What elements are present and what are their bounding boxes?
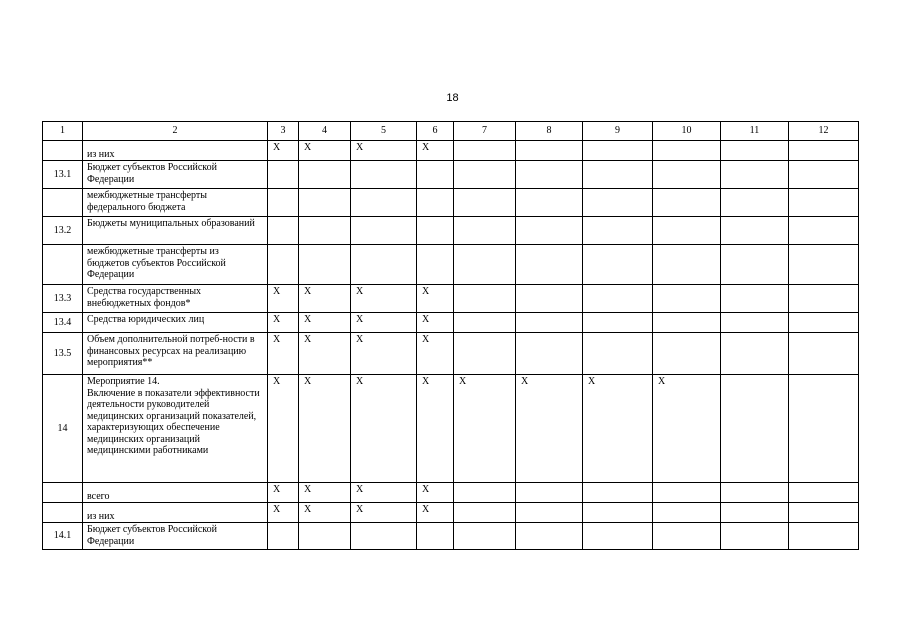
- mark-cell: [721, 217, 789, 245]
- table-row: [43, 141, 859, 161]
- mark-cell: [583, 189, 653, 217]
- mark-cell: [516, 503, 583, 523]
- mark-cell: [653, 483, 721, 503]
- mark-cell: [721, 161, 789, 189]
- row-description: Средства государственных внебюджетных фондов*: [83, 285, 268, 313]
- mark-cell: [417, 217, 454, 245]
- table-row: [43, 313, 859, 333]
- header-cell: 1: [43, 122, 83, 141]
- table-row: [43, 483, 859, 503]
- row-number: 13.1: [43, 161, 83, 189]
- mark-cell: [583, 483, 653, 503]
- page-number: 18: [446, 92, 459, 104]
- row-number: 13.3: [43, 285, 83, 313]
- row-number: [43, 189, 83, 217]
- mark-cell: [583, 245, 653, 285]
- row-number: 14.1: [43, 523, 83, 550]
- mark-cell: X: [417, 333, 454, 375]
- row-number: 13.4: [43, 313, 83, 333]
- mark-cell: [417, 245, 454, 285]
- row-number: 14: [43, 375, 83, 483]
- mark-cell: X: [417, 375, 454, 483]
- mark-cell: [516, 523, 583, 550]
- mark-cell: [583, 217, 653, 245]
- row-number: [43, 503, 83, 523]
- mark-cell: X: [299, 333, 351, 375]
- mark-cell: [299, 245, 351, 285]
- row-number: 13.5: [43, 333, 83, 375]
- mark-cell: [454, 313, 516, 333]
- row-description: межбюджетные трансферты из бюджетов субъектов Российской Федерации: [83, 245, 268, 285]
- mark-cell: [583, 313, 653, 333]
- mark-cell: X: [268, 333, 299, 375]
- mark-cell: [299, 189, 351, 217]
- mark-cell: [789, 375, 859, 483]
- mark-cell: [299, 161, 351, 189]
- mark-cell: [653, 285, 721, 313]
- header-cell: 7: [454, 122, 516, 141]
- header-cell: 8: [516, 122, 583, 141]
- row-description: межбюджетные трансферты федерального бюджета: [83, 189, 268, 217]
- mark-cell: [583, 161, 653, 189]
- mark-cell: X: [268, 141, 299, 161]
- mark-cell: [583, 141, 653, 161]
- mark-cell: [454, 285, 516, 313]
- mark-cell: X: [299, 503, 351, 523]
- mark-cell: [789, 141, 859, 161]
- row-number: [43, 245, 83, 285]
- mark-cell: X: [417, 483, 454, 503]
- mark-cell: [789, 333, 859, 375]
- mark-cell: [299, 523, 351, 550]
- mark-cell: [789, 483, 859, 503]
- mark-cell: X: [351, 141, 417, 161]
- mark-cell: [653, 245, 721, 285]
- mark-cell: X: [268, 483, 299, 503]
- mark-cell: [351, 161, 417, 189]
- mark-cell: [653, 503, 721, 523]
- mark-cell: [454, 333, 516, 375]
- header-cell: 12: [789, 122, 859, 141]
- mark-cell: [721, 245, 789, 285]
- mark-cell: [268, 523, 299, 550]
- table-row: [43, 285, 859, 313]
- mark-cell: [268, 245, 299, 285]
- mark-cell: [268, 189, 299, 217]
- mark-cell: [516, 161, 583, 189]
- row-description: всего: [83, 483, 268, 503]
- mark-cell: [789, 161, 859, 189]
- row-number: 13.2: [43, 217, 83, 245]
- mark-cell: X: [653, 375, 721, 483]
- header-cell: 6: [417, 122, 454, 141]
- row-number: [43, 141, 83, 161]
- mark-cell: X: [583, 375, 653, 483]
- mark-cell: X: [351, 285, 417, 313]
- mark-cell: [516, 285, 583, 313]
- row-description: Объем дополнительной потреб-ности в финансовых ресурсах на реализацию мероприятия**: [83, 333, 268, 375]
- mark-cell: [653, 217, 721, 245]
- mark-cell: X: [351, 333, 417, 375]
- mark-cell: [721, 313, 789, 333]
- mark-cell: X: [454, 375, 516, 483]
- mark-cell: [454, 217, 516, 245]
- mark-cell: X: [417, 313, 454, 333]
- header-cell: 5: [351, 122, 417, 141]
- header-cell: 3: [268, 122, 299, 141]
- budget-table: [42, 121, 859, 550]
- mark-cell: [653, 161, 721, 189]
- mark-cell: [454, 189, 516, 217]
- table-row: [43, 375, 859, 483]
- mark-cell: X: [299, 313, 351, 333]
- mark-cell: [789, 285, 859, 313]
- mark-cell: X: [299, 375, 351, 483]
- mark-cell: [417, 523, 454, 550]
- mark-cell: [721, 333, 789, 375]
- mark-cell: [653, 313, 721, 333]
- mark-cell: [454, 483, 516, 503]
- mark-cell: [351, 245, 417, 285]
- table-row: [43, 245, 859, 285]
- mark-cell: [789, 523, 859, 550]
- mark-cell: [516, 245, 583, 285]
- mark-cell: X: [351, 313, 417, 333]
- row-description: из них: [83, 503, 268, 523]
- mark-cell: [516, 141, 583, 161]
- row-description: Средства юридических лиц: [83, 313, 268, 333]
- mark-cell: [789, 503, 859, 523]
- mark-cell: [583, 333, 653, 375]
- mark-cell: [516, 333, 583, 375]
- mark-cell: X: [299, 483, 351, 503]
- header-cell: 4: [299, 122, 351, 141]
- mark-cell: [789, 189, 859, 217]
- mark-cell: X: [417, 141, 454, 161]
- mark-cell: [721, 503, 789, 523]
- mark-cell: [721, 523, 789, 550]
- mark-cell: [789, 217, 859, 245]
- mark-cell: [516, 483, 583, 503]
- mark-cell: [721, 189, 789, 217]
- mark-cell: X: [299, 141, 351, 161]
- table-row: [43, 217, 859, 245]
- row-description: Бюджет субъектов Российской Федерации: [83, 161, 268, 189]
- row-description: Бюджет субъектов Российской Федерации: [83, 523, 268, 550]
- row-description: Бюджеты муниципальных образований: [83, 217, 268, 245]
- header-cell: 9: [583, 122, 653, 141]
- mark-cell: X: [516, 375, 583, 483]
- row-description: из них: [83, 141, 268, 161]
- mark-cell: X: [268, 503, 299, 523]
- table-row: [43, 161, 859, 189]
- mark-cell: [454, 503, 516, 523]
- mark-cell: [351, 217, 417, 245]
- mark-cell: [351, 189, 417, 217]
- mark-cell: [454, 161, 516, 189]
- mark-cell: [516, 217, 583, 245]
- mark-cell: [583, 503, 653, 523]
- mark-cell: [653, 523, 721, 550]
- table-row: [43, 333, 859, 375]
- mark-cell: [454, 523, 516, 550]
- mark-cell: [789, 245, 859, 285]
- row-description: Мероприятие 14. Включение в показатели эффективности деятельности руководителей медицинских организаций показателей, характеризующих обеспечение медицинских организаций медицинскими работниками: [83, 375, 268, 483]
- mark-cell: [268, 161, 299, 189]
- mark-cell: [789, 313, 859, 333]
- header-row: [43, 122, 859, 141]
- mark-cell: X: [268, 375, 299, 483]
- mark-cell: X: [299, 285, 351, 313]
- mark-cell: [583, 285, 653, 313]
- mark-cell: [721, 483, 789, 503]
- mark-cell: [721, 141, 789, 161]
- row-number: [43, 483, 83, 503]
- mark-cell: [516, 189, 583, 217]
- mark-cell: [351, 523, 417, 550]
- mark-cell: X: [268, 285, 299, 313]
- mark-cell: [454, 141, 516, 161]
- mark-cell: [653, 333, 721, 375]
- mark-cell: [454, 245, 516, 285]
- mark-cell: X: [417, 503, 454, 523]
- mark-cell: [516, 313, 583, 333]
- table-row: [43, 189, 859, 217]
- mark-cell: [417, 189, 454, 217]
- mark-cell: [583, 523, 653, 550]
- table-row: [43, 503, 859, 523]
- mark-cell: X: [351, 483, 417, 503]
- mark-cell: X: [268, 313, 299, 333]
- header-cell: 2: [83, 122, 268, 141]
- mark-cell: [268, 217, 299, 245]
- header-cell: 11: [721, 122, 789, 141]
- mark-cell: [653, 189, 721, 217]
- table-row: [43, 523, 859, 550]
- mark-cell: X: [351, 503, 417, 523]
- mark-cell: [417, 161, 454, 189]
- mark-cell: [721, 375, 789, 483]
- mark-cell: [299, 217, 351, 245]
- mark-cell: [653, 141, 721, 161]
- header-cell: 10: [653, 122, 721, 141]
- mark-cell: [721, 285, 789, 313]
- mark-cell: X: [417, 285, 454, 313]
- mark-cell: X: [351, 375, 417, 483]
